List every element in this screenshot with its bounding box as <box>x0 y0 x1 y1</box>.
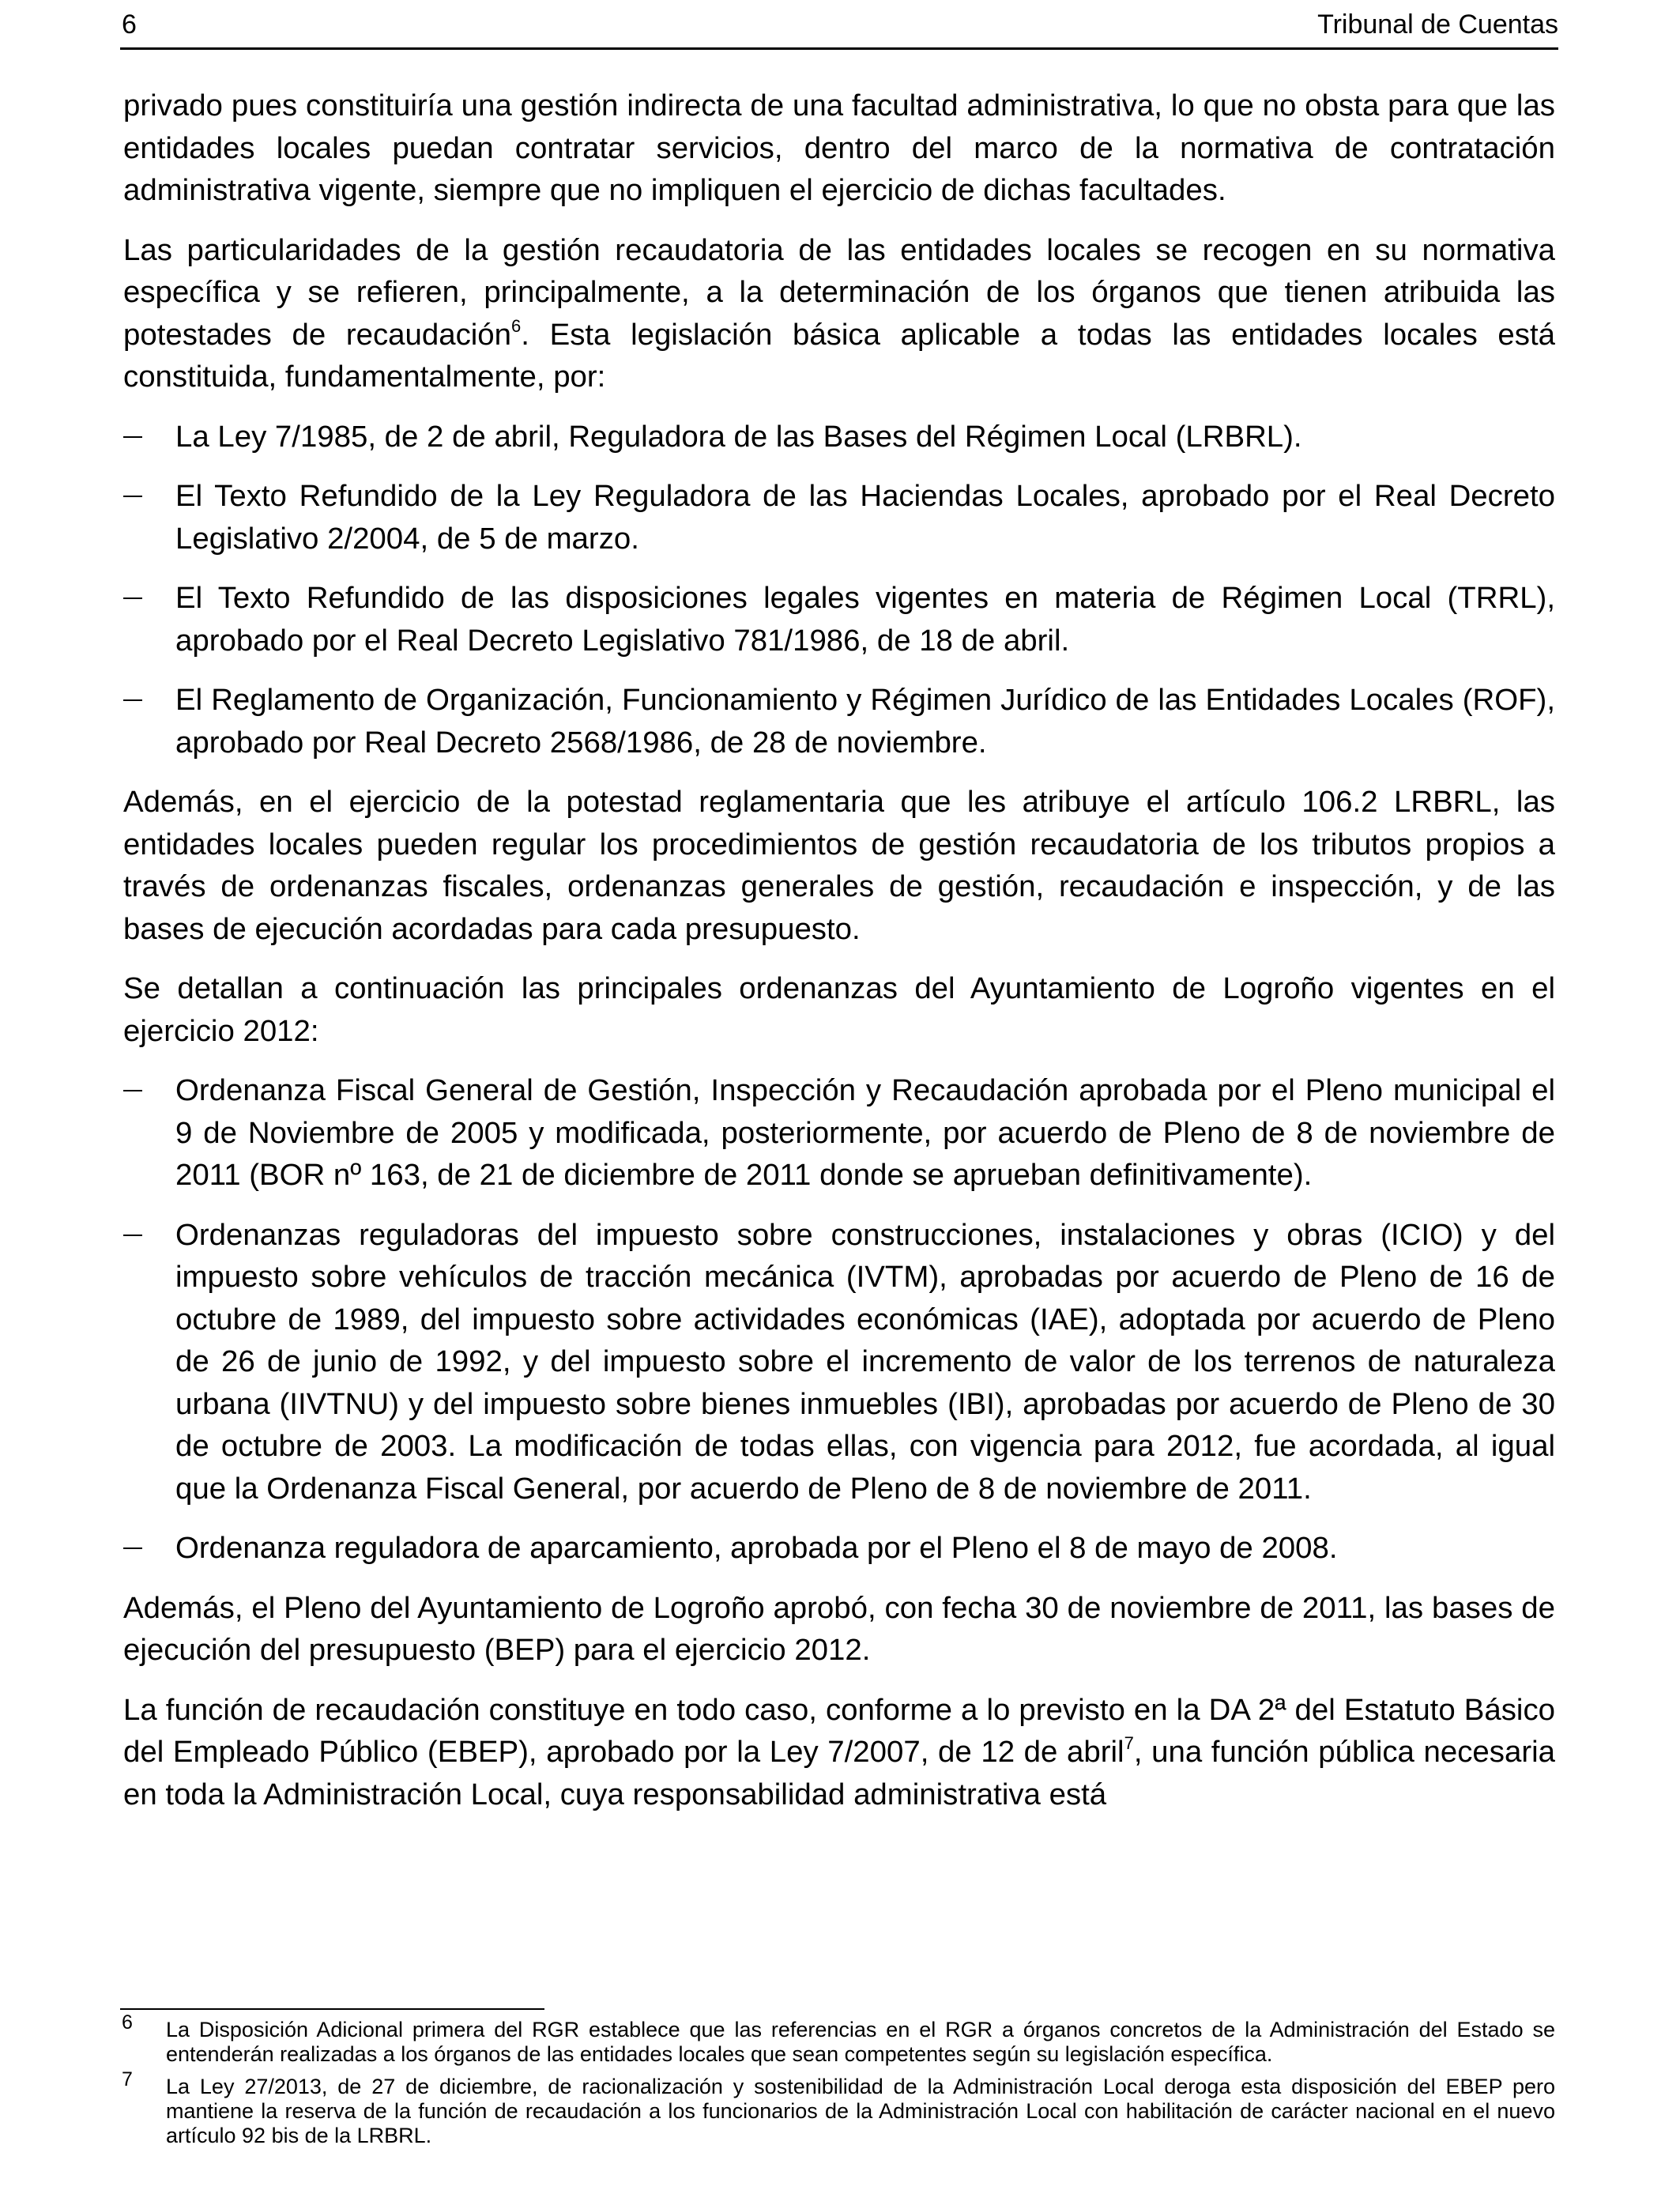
footnote-number: 7 <box>122 2068 133 2090</box>
paragraph-text: Las particularidades de la gestión recaudatoria de las entidades locales se recogen en su normativa específica y se refieren, principalmente, a la determinación de los órganos que tienen atribuida las potestades de recaudación <box>123 232 1555 352</box>
list-item <box>123 1069 1555 1197</box>
paragraph-text: , una función pública necesaria en toda la Administración Local, cuya responsabilidad administrativa está <box>123 1735 1555 1811</box>
paragraph <box>123 1689 1555 1816</box>
dash-bullet-icon <box>123 496 142 497</box>
footnote-text: La Disposición Adicional primera del RGR establece que las referencias en el RGR a órganos concretos de la Administración del Estado se entenderán realizadas a los órganos de las entidades locales que sean competentes según su legislación específica. <box>166 2018 1555 2066</box>
paragraph-text: La función de recaudación constituye en todo caso, conforme a lo previsto en la DA 2ª del Estatuto Básico del Empleado Público (EBEP), aprobado por la Ley 7/2007, de 12 de abril <box>123 1692 1555 1769</box>
list-item-text: La Ley 7/1985, de 2 de abril, Reguladora de las Bases del Régimen Local (LRBRL). <box>175 419 1302 454</box>
paragraph: Se detallan a continuación las principales ordenanzas del Ayuntamiento de Logroño vigentes en el ejercicio 2012: <box>123 971 1555 1048</box>
running-title: Tribunal de Cuentas <box>1317 9 1558 40</box>
list-item-text: El Texto Refundido de la Ley Reguladora de las Haciendas Locales, aprobado por el Real Decreto Legislativo 2/2004, de 5 de marzo. <box>175 479 1555 556</box>
footnote-text: La Ley 27/2013, de 27 de diciembre, de racionalización y sostenibilidad de la Administración Local deroga esta disposición del EBEP pero mantiene la reserva de la función de recaudación a los funcionarios de la Administración Local con habilitación de carácter nacional en el nuevo artículo 92 bis de la LRBRL. <box>166 2075 1555 2147</box>
footnote-reference[interactable]: 6 <box>511 315 522 336</box>
main-content <box>123 85 1555 1833</box>
list-item-text: El Reglamento de Organización, Funcionamiento y Régimen Jurídico de las Entidades Locales (ROF), aprobado por Real Decreto 2568/1986, de 28 de noviembre. <box>175 683 1555 760</box>
dash-bullet-icon <box>123 598 142 599</box>
footnote-reference[interactable]: 7 <box>1124 1733 1134 1753</box>
page-header <box>120 3 1558 50</box>
list-item-text: Ordenanzas reguladoras del impuesto sobre construcciones, instalaciones y obras (ICIO) y del impuesto sobre vehículos de tracción mecánica (IVTM), aprobadas por acuerdo de Pleno de 16 de octubre de 1989, del impuesto sobre actividades económicas (IAE), adoptada por acuerdo de Pleno de 26 de junio de 1992, y del impuesto sobre el incremento de valor de los terrenos de naturaleza urbana (IIVTNU) y del impuesto sobre bienes inmuebles (IBI), aprobadas por acuerdo de Pleno de 30 de octubre de 2003. La modificación de todas ellas, con vigencia para 2012, fue acordada, al igual que la Ordenanza Fiscal General, por acuerdo de Pleno de 8 de noviembre de 2011. <box>175 1217 1555 1506</box>
dash-bullet-icon <box>123 699 142 701</box>
list-item <box>123 1527 1555 1570</box>
list-item-text: El Texto Refundido de las disposiciones legales vigentes en materia de Régimen Local (TRRL), aprobado por el Real Decreto Legislativo 781/1986, de 18 de abril. <box>175 581 1555 658</box>
footnote <box>120 2068 1555 2148</box>
paragraph-text: . Esta legislación básica aplicable a todas las entidades locales está constituida, fundamentalmente, por: <box>123 317 1555 394</box>
list-item <box>123 679 1555 763</box>
list-item <box>123 1214 1555 1510</box>
footnote-number: 6 <box>122 2011 133 2034</box>
dash-bullet-icon <box>123 1547 142 1549</box>
list-item-text: Ordenanza Fiscal General de Gestión, Inspección y Recaudación aprobada por el Pleno municipal el 9 de Noviembre de 2005 y modificada, posteriormente, por acuerdo de Pleno de 8 de noviembre de 2011 (BOR nº 163, de 21 de diciembre de 2011 donde se aprueban definitivamente). <box>175 1073 1555 1192</box>
list-item <box>123 416 1555 458</box>
dash-bullet-icon <box>123 436 142 438</box>
paragraph: Además, el Pleno del Ayuntamiento de Logroño aprobó, con fecha 30 de noviembre de 2011, las bases de ejecución del presupuesto (BEP) para el ejercicio 2012. <box>123 1590 1555 1667</box>
footnote-separator <box>120 2008 544 2010</box>
list-item <box>123 475 1555 560</box>
list-item-text: Ordenanza reguladora de aparcamiento, aprobada por el Pleno el 8 de mayo de 2008. <box>175 1531 1338 1565</box>
paragraph: privado pues constituiría una gestión indirecta de una facultad administrativa, lo que no obsta para que las entidades locales puedan contratar servicios, dentro del marco de la normativa de contratación administrativa vigente, siempre que no impliquen el ejercicio de dichas facultades. <box>123 89 1555 207</box>
paragraph <box>123 229 1555 398</box>
legislation-list <box>123 416 1555 764</box>
list-item <box>123 577 1555 662</box>
footnotes <box>120 2011 1555 2156</box>
dash-bullet-icon <box>123 1235 142 1236</box>
page-number: 6 <box>122 9 137 40</box>
ordinances-list <box>123 1069 1555 1570</box>
paragraph: Además, en el ejercicio de la potestad reglamentaria que les atribuye el artículo 106.2 LRBRL, las entidades locales pueden regular los procedimientos de gestión recaudatoria de los tributos propios a través de ordenanzas fiscales, ordenanzas generales de gestión, recaudación e inspección, y de las bases de ejecución acordadas para cada presupuesto. <box>123 785 1555 946</box>
footnote <box>120 2011 1555 2067</box>
dash-bullet-icon <box>123 1090 142 1091</box>
